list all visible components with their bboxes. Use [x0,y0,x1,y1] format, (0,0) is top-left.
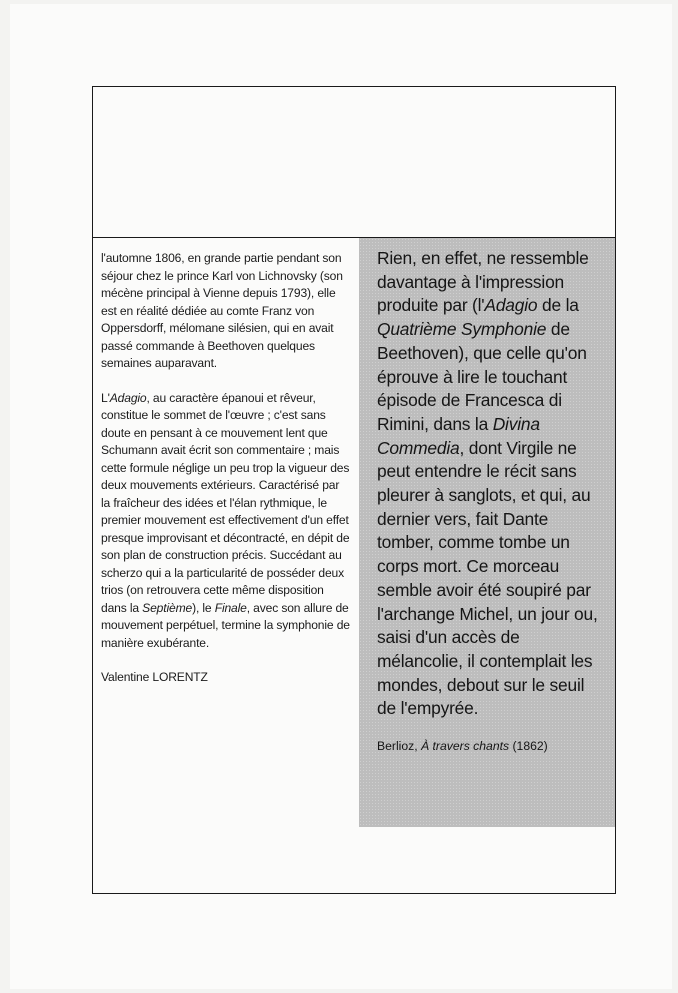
text-run: , au caractère épanoui et rêveur, constitue le sommet de l'œuvre ; c'est sans doute en pensant à ce mouvement lent que Schumann avait écrit son commentaire ; mais cette formule néglige un peu trop la vigueur des deux mouvements extérieurs. Caractérisé par la fraîcheur des idées et l'élan rythmique, le premier mouvement est effectivement d'un effet presque improvisant et décontracté, en dépit de son plan de construction précis. Succédant au scherzo qui a la particularité de posséder deux trios (on retrouvera cette même disposition dans la [101,390,350,615]
source-title: À travers chants [421,739,510,754]
text-run: , avec son allure de mouvement perpétuel, termine la symphonie de manière exubérante. [101,600,350,650]
source-year: (1862) [509,739,548,754]
text-run: , dont Virgile ne peut entendre le récit sans pleurer à sanglots, et qui, au dernier vers, fait Dante tomber, comme tombe un corps mort. Ce morceau semble avoir été soupiré par l'archange Michel, un jour ou, saisi d'un accès de mélancolie, il contemplait les mondes, debout sur le seuil de l'empyrée. [377,437,598,719]
text-run: de la [537,295,579,316]
program-notes-column [101,250,351,704]
italic-quatrieme-symphonie: Quatrième Symphonie [377,319,547,340]
notes-paragraph-2 [101,390,351,653]
text-run: ), le [192,600,215,615]
italic-septieme: Septième [142,600,193,615]
author-signature: Valentine LORENTZ [101,670,208,684]
text-run: Rien, en effet, ne ressemble davantage à l'impression produite par (l' [377,248,589,316]
quote-source [377,738,605,754]
notes-paragraph-1: l'automne 1806, en grande partie pendant son séjour chez le prince Karl von Lichnovsky (son mécène principal à Vienne depuis 1793), elle est en réalité dédiée au comte Franz von Oppersdorff, mélomane silésien, qui en avait passé commande à Beethoven quelques semaines auparavant. [101,251,343,370]
italic-divina-commedia: Divina Commedia [377,413,540,458]
italic-finale: Finale [214,600,247,615]
text-run: L' [101,390,110,405]
source-author: Berlioz, [377,739,422,754]
italic-adagio: Adagio [484,295,538,316]
quote-box [359,238,615,827]
berlioz-quote [377,247,605,721]
italic-adagio: Adagio [109,390,147,405]
text-run: de Beethoven), que celle qu'on éprouve à lire le touchant épisode de Francesca di Rimini, dans la [377,319,587,434]
